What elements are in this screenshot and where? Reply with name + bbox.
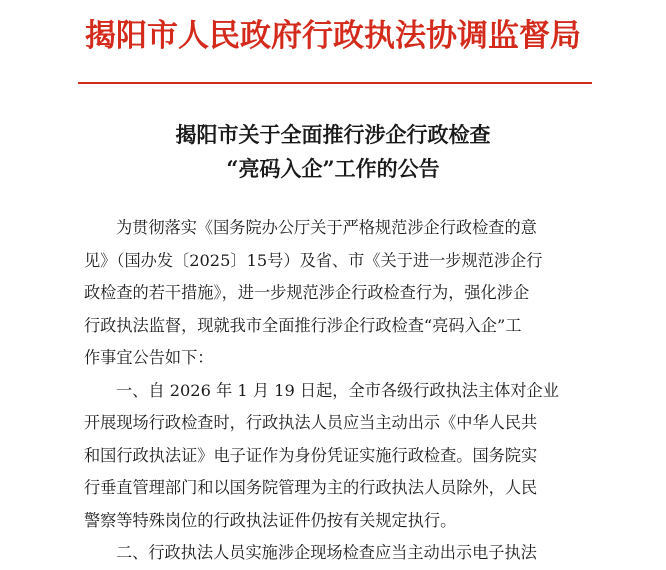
document-title-line-2: “亮码入企”工作的公告 (226, 156, 440, 181)
body-line: 为贯彻落实《国务院办公厅关于严格规范涉企行政检查的意 (116, 218, 537, 237)
document-body (84, 212, 582, 570)
body-line: 行垂直管理部门和以国务院管理为主的行政执法人员除外，人民 (84, 478, 538, 497)
body-line: 一、自 2026 年 1 月 19 日起，全市各级行政执法主体对企业 (116, 380, 559, 400)
document-title-line-1: 揭阳市关于全面推行涉企行政检查 (175, 122, 491, 147)
body-line: 作事宜公告如下： (84, 348, 214, 367)
body-line: 政检查的若干措施》，进一步规范涉企行政检查行为，强化涉企 (84, 283, 530, 302)
body-line: 警察等特殊岗位的行政执法证件仍按有关规定执行。 (84, 510, 457, 530)
body-line: 和国行政执法证》电子证作为身份凭证实施行政检查。国务院实 (84, 445, 538, 465)
body-line: 见》（国办发〔2025〕15号）及省、市《关于进一步规范涉企行 (84, 250, 543, 270)
body-line: 行政执法监督，现就我市全面推行涉企行政检查“亮码入企”工 (84, 315, 522, 335)
masthead-red-rule (78, 82, 592, 84)
masthead: 揭阳市人民政府行政执法协调监督局 (85, 18, 581, 54)
body-line: 二、行政执法人员实施涉企现场检查应当主动出示电子执法 (116, 543, 537, 562)
body-line: 开展现场行政检查时，行政执法人员应当主动出示《中华人民共 (84, 413, 538, 432)
